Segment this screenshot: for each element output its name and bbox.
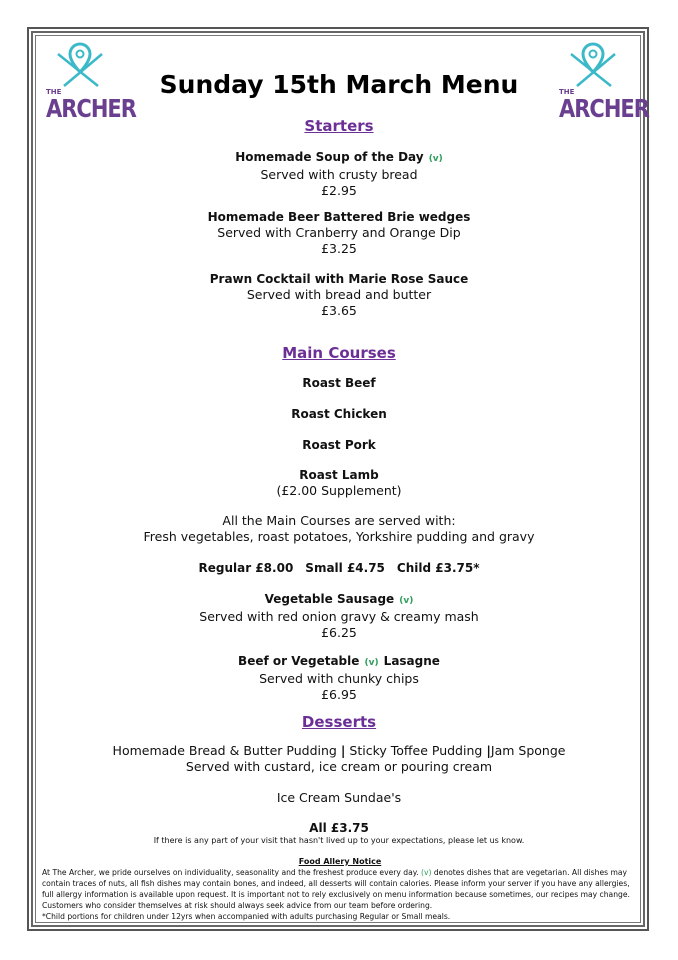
- main-desc: Served with chunky chips: [259, 671, 419, 686]
- served-with-items: Fresh vegetables, roast potatoes, Yorkshire pudding and gravy: [143, 529, 535, 544]
- main-item: [40, 590, 638, 641]
- starter-item: [40, 209, 638, 257]
- starter-item: [40, 148, 638, 199]
- starters-heading: Starters: [304, 117, 374, 135]
- dessert-desc: Served with custard, ice cream or pouring cream: [185, 759, 493, 774]
- main-item: [40, 652, 638, 703]
- logo-archer-text: ARCHER: [46, 94, 136, 123]
- dessert-price: All £3.75: [309, 821, 369, 835]
- main-price: £6.25: [321, 625, 357, 640]
- main-name: Beef or Vegetable: [238, 654, 360, 668]
- feedback-text: If there is any part of your visit that hasn't lived up to your expectations, please let us know.: [153, 836, 525, 845]
- price-regular: Regular £8.00: [198, 561, 294, 575]
- starter-desc: Served with bread and butter: [246, 287, 432, 302]
- starter-price: £3.65: [321, 303, 357, 318]
- logo-the-text: THE: [559, 88, 575, 96]
- allergy-notice-body: [42, 867, 638, 911]
- starter-name: Homemade Soup of the Day: [235, 150, 424, 164]
- dessert-item: Sticky Toffee Pudding: [349, 743, 483, 758]
- main-name: Vegetable Sausage: [264, 592, 395, 606]
- logo-archer-text: ARCHER: [559, 94, 649, 123]
- dessert-item: Jam Sponge: [490, 743, 566, 758]
- mains-served-with: [40, 513, 638, 545]
- dessert-item: Homemade Bread & Butter Pudding: [112, 743, 337, 758]
- starter-price: £2.95: [321, 183, 357, 198]
- main-desc: Served with red onion gravy & creamy mash: [199, 609, 479, 624]
- main-courses-heading: Main Courses: [282, 344, 396, 362]
- starter-name: Prawn Cocktail with Marie Rose Sauce: [209, 272, 469, 286]
- starter-desc: Served with Cranberry and Orange Dip: [217, 225, 461, 240]
- allergy-notice: [42, 856, 638, 922]
- lamb-supplement: (£2.00 Supplement): [276, 483, 402, 498]
- allergy-notice-title: Food Allery Notice: [298, 857, 382, 866]
- roast-lamb-name: Roast Lamb: [299, 468, 379, 482]
- starter-desc: Served with crusty bread: [260, 167, 418, 182]
- main-name-suffix: Lasagne: [383, 654, 440, 668]
- desserts-heading: Desserts: [301, 713, 377, 731]
- dessert-sundae: Ice Cream Sundae's: [276, 790, 402, 805]
- starter-price: £3.25: [321, 241, 357, 256]
- vegetarian-badge: (v): [364, 658, 379, 668]
- starter-name: Homemade Beer Battered Brie wedges: [207, 210, 471, 224]
- roast-item: [40, 467, 638, 499]
- starter-item: [40, 271, 638, 319]
- vegetarian-badge: (v): [421, 868, 432, 877]
- roast-item: Roast Pork: [302, 438, 376, 452]
- vegetarian-badge: (v): [428, 154, 443, 164]
- main-prices: [40, 560, 638, 576]
- menu-title: Sunday 15th March Menu: [159, 70, 519, 99]
- notice-text: At The Archer, we pride ourselves on individuality, seasonality and the freshest produce every day.: [42, 868, 419, 877]
- served-with-line: All the Main Courses are served with:: [222, 513, 456, 528]
- separator: |: [340, 743, 346, 758]
- price-child: Child £3.75*: [396, 561, 480, 575]
- notice-text: denotes dishes that are vegetarian. All dishes may contain traces of nuts, all fish dishes may contain bones, and indeed, all desserts will contain calories. Please inform your server if you have any allergies, full allergy information is available upon request. It is important not to rely exclusively on menu information because sometimes, our recipes may change. Customers who consider themselves at risk should always seek advice from our team before ordering.: [42, 868, 630, 910]
- vegetarian-badge: (v): [399, 596, 414, 606]
- price-small: Small £4.75: [305, 561, 385, 575]
- main-price: £6.95: [321, 687, 357, 702]
- roast-item: Roast Beef: [302, 376, 376, 390]
- separator: |: [486, 743, 491, 758]
- dessert-list: [40, 743, 638, 759]
- child-note: *Child portions for children under 12yrs when accompanied with adults purchasing Regular or Small meals.: [42, 912, 451, 921]
- roast-item: Roast Chicken: [291, 407, 387, 421]
- logo-the-text: THE: [46, 88, 62, 96]
